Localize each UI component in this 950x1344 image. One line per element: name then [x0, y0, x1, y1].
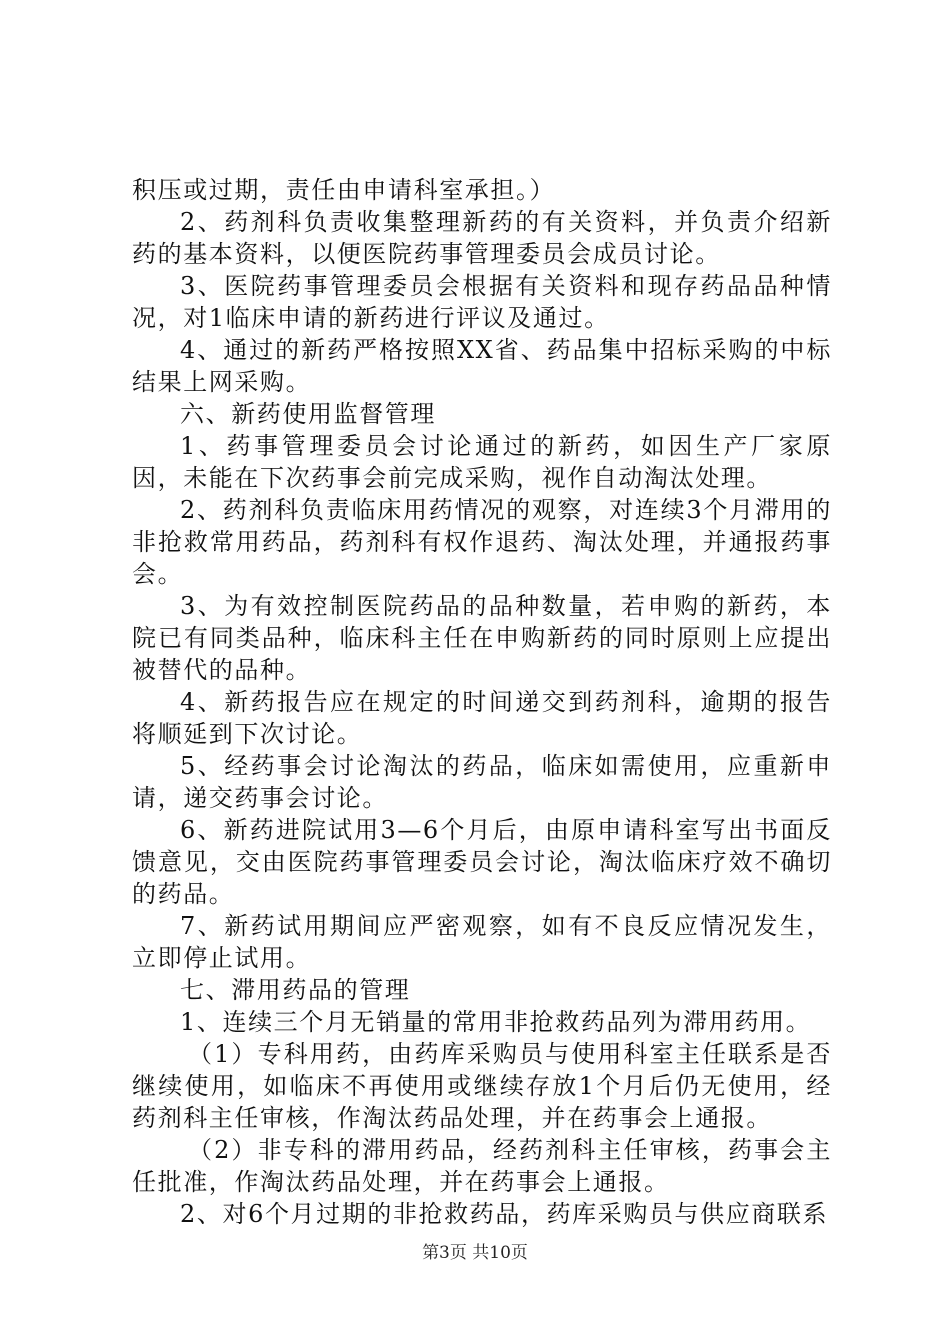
paragraph-section7-item-1: 1、连续三个月无销量的常用非抢救药品列为滞用药用。	[180, 1008, 812, 1036]
paragraph-section6-item-6: 6、新药进院试用3—6个月后，由原申请科室写出书面反馈意见，交由医院药事管理委员会讨论，淘汰临床疗效不确切的药品。	[132, 816, 832, 908]
paragraph-item-2: 2、药剂科负责收集整理新药的有关资料，并负责介绍新药的基本资料，以便医院药事管理委员会成员讨论。	[132, 208, 832, 268]
section-heading-7: 七、滞用药品的管理	[180, 976, 411, 1004]
paragraph-section6-item-2: 2、药剂科负责临床用药情况的观察，对连续3个月滞用的非抢救常用药品，药剂科有权作退药、淘汰处理，并通报药事会。	[132, 496, 832, 588]
paragraph-item-4: 4、通过的新药严格按照XX省、药品集中招标采购的中标结果上网采购。	[132, 336, 832, 396]
paragraph-section6-item-7: 7、新药试用期间应严密观察，如有不良反应情况发生，立即停止试用。	[132, 912, 832, 972]
paragraph-section6-item-4: 4、新药报告应在规定的时间递交到药剂科，逾期的报告将顺延到下次讨论。	[132, 688, 832, 748]
paragraph-section6-item-1: 1、药事管理委员会讨论通过的新药，如因生产厂家原因，未能在下次药事会前完成采购，视作自动淘汰处理。	[132, 432, 832, 492]
paragraph-subitem-1: （1）专科用药，由药库采购员与使用科室主任联系是否继续使用，如临床不再使用或继续存放1个月后仍无使用，经药剂科主任审核，作淘汰药品处理，并在药事会上通报。	[132, 1040, 832, 1132]
paragraph-subitem-2: （2）非专科的滞用药品，经药剂科主任审核，药事会主任批准，作淘汰药品处理，并在药事会上通报。	[132, 1136, 832, 1196]
paragraph-section7-item-2: 2、对6个月过期的非抢救药品，药库采购员与供应商联系	[180, 1200, 829, 1228]
paragraph-section6-item-5: 5、经药事会讨论淘汰的药品，临床如需使用，应重新申请，递交药事会讨论。	[132, 752, 832, 812]
paragraph-continuation: 积压或过期，责任由申请科室承担。）	[132, 176, 556, 204]
paragraph-item-3: 3、医院药事管理委员会根据有关资料和现存药品品种情况，对1临床申请的新药进行评议及通过。	[132, 272, 832, 332]
page-number-footer: 第3页 共10页	[422, 1243, 528, 1263]
document-body	[132, 174, 832, 1230]
section-heading-6: 六、新药使用监督管理	[180, 400, 436, 428]
paragraph-section6-item-3: 3、为有效控制医院药品的品种数量，若申购的新药，本院已有同类品种，临床科主任在申购新药的同时原则上应提出被替代的品种。	[132, 592, 832, 684]
